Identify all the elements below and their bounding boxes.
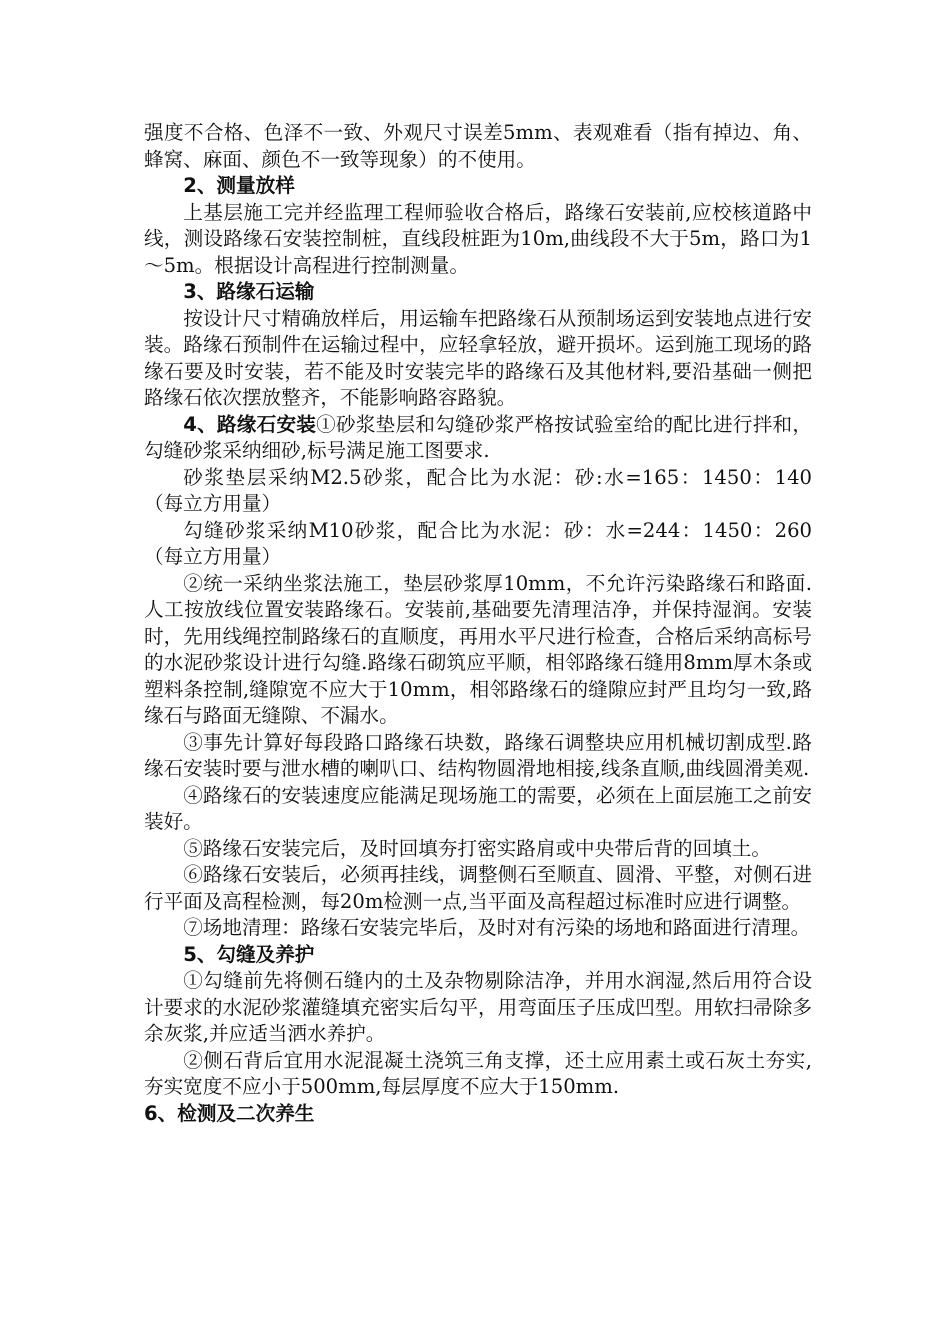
install-step-2: ②统一采纳坐浆法施工，垫层砂浆厚10mm，不允许污染路缘石和路面.人工按放线位置安装路缘石。安装前,基础要先清理洁净，并保持湿润。安装时，先用线绳控制路缘石的直顺度，再用水平尺进行检查，合格后采纳高标号的水泥砂浆设计进行勾缝.路缘石砌筑应平顺，相邻路缘石缝用8mm厚木条或塑料条控制,缝隙宽不应大于10mm，相邻路缘石的缝隙应封严且均匀一致,路缘石与路面无缝隙、不漏水。 — [144, 571, 812, 727]
install-step-5: ⑤路缘石安装完后，及时回填夯打密实路肩或中央带后背的回填土。 — [183, 836, 771, 860]
heading-transport: 3、路缘石运输 — [183, 280, 315, 303]
heading-survey: 2、测量放样 — [183, 174, 295, 197]
jointing-step-2: ②侧石背后宜用水泥混凝土浇筑三角支撑，还土应用素土或石灰土夯实,夯实宽度不应小于500mm,每层厚度不应大于150mm. — [144, 1048, 812, 1098]
paragraph-joint-mortar: 勾缝砂浆采纳M10砂浆，配合比为水泥：砂：水=244：1450：260（每立方用量） — [144, 518, 812, 568]
install-step-3: ③事先计算好每段路口路缘石块数，路缘石调整块应用机械切割成型.路缘石安装时要与泄水槽的喇叭口、结构物圆滑地相接,线条直顺,曲线圆滑美观. — [144, 730, 812, 780]
jointing-step-1: ①勾缝前先将侧石缝内的土及杂物剔除洁净，并用水润湿,然后用符合设计要求的水泥砂浆灌缝填充密实后勾平，用弯面压子压成凹型。用软扫帚除多余灰浆,并应适当洒水养护。 — [144, 969, 812, 1045]
heading-inspection: 6、检测及二次养生 — [144, 1101, 315, 1125]
paragraph-quality: 强度不合格、色泽不一致、外观尺寸误差5mm、表观难看（指有掉边、角、蜂窝、麻面、颜色不一致等现象）的不使用。 — [144, 121, 812, 171]
heading-install: 4、路缘石安装 — [183, 412, 317, 436]
heading-jointing: 5、勾缝及养护 — [183, 942, 315, 966]
paragraph-install-intro — [144, 412, 812, 465]
install-step-4: ④路缘石的安装速度应能满足现场施工的需要，必须在上面层施工之前安装好。 — [144, 783, 812, 833]
install-step-7: ⑦场地清理：路缘石安装完毕后，及时对有污染的场地和路面进行清理。 — [183, 916, 811, 939]
document-page — [144, 120, 812, 1127]
paragraph-bedding-mortar: 砂浆垫层采纳M2.5砂浆，配合比为水泥：砂:水=165：1450：140（每立方用量） — [144, 465, 812, 515]
install-step-6: ⑥路缘石安装后，必须再挂线，调整侧石至顺直、圆滑、平整，对侧石进行平面及高程检测，每20m检测一点,当平面及高程超过标准时应进行调整。 — [144, 863, 812, 913]
paragraph-transport: 按设计尺寸精确放样后，用运输车把路缘石从预制场运到安装地点进行安装。路缘石预制件在运输过程中，应轻拿轻放，避开损坏。运到施工现场的路缘石要及时安装，若不能及时安装完毕的路缘石及其他材料,要沿基础一侧把路缘石依次摆放整齐，不能影响路容路貌。 — [144, 306, 812, 409]
paragraph-survey: 上基层施工完并经监理工程师验收合格后，路缘石安装前,应校核道路中线，测设路缘石安装控制桩，直线段桩距为10m,曲线段不大于5m，路口为1～5m。根据设计高程进行控制测量。 — [144, 200, 812, 277]
install-step-1: ①砂浆垫层和勾缝砂浆严格按试验室给的配比进行拌和，勾缝砂浆采纳细砂,标号满足施工图要求. — [144, 412, 812, 462]
